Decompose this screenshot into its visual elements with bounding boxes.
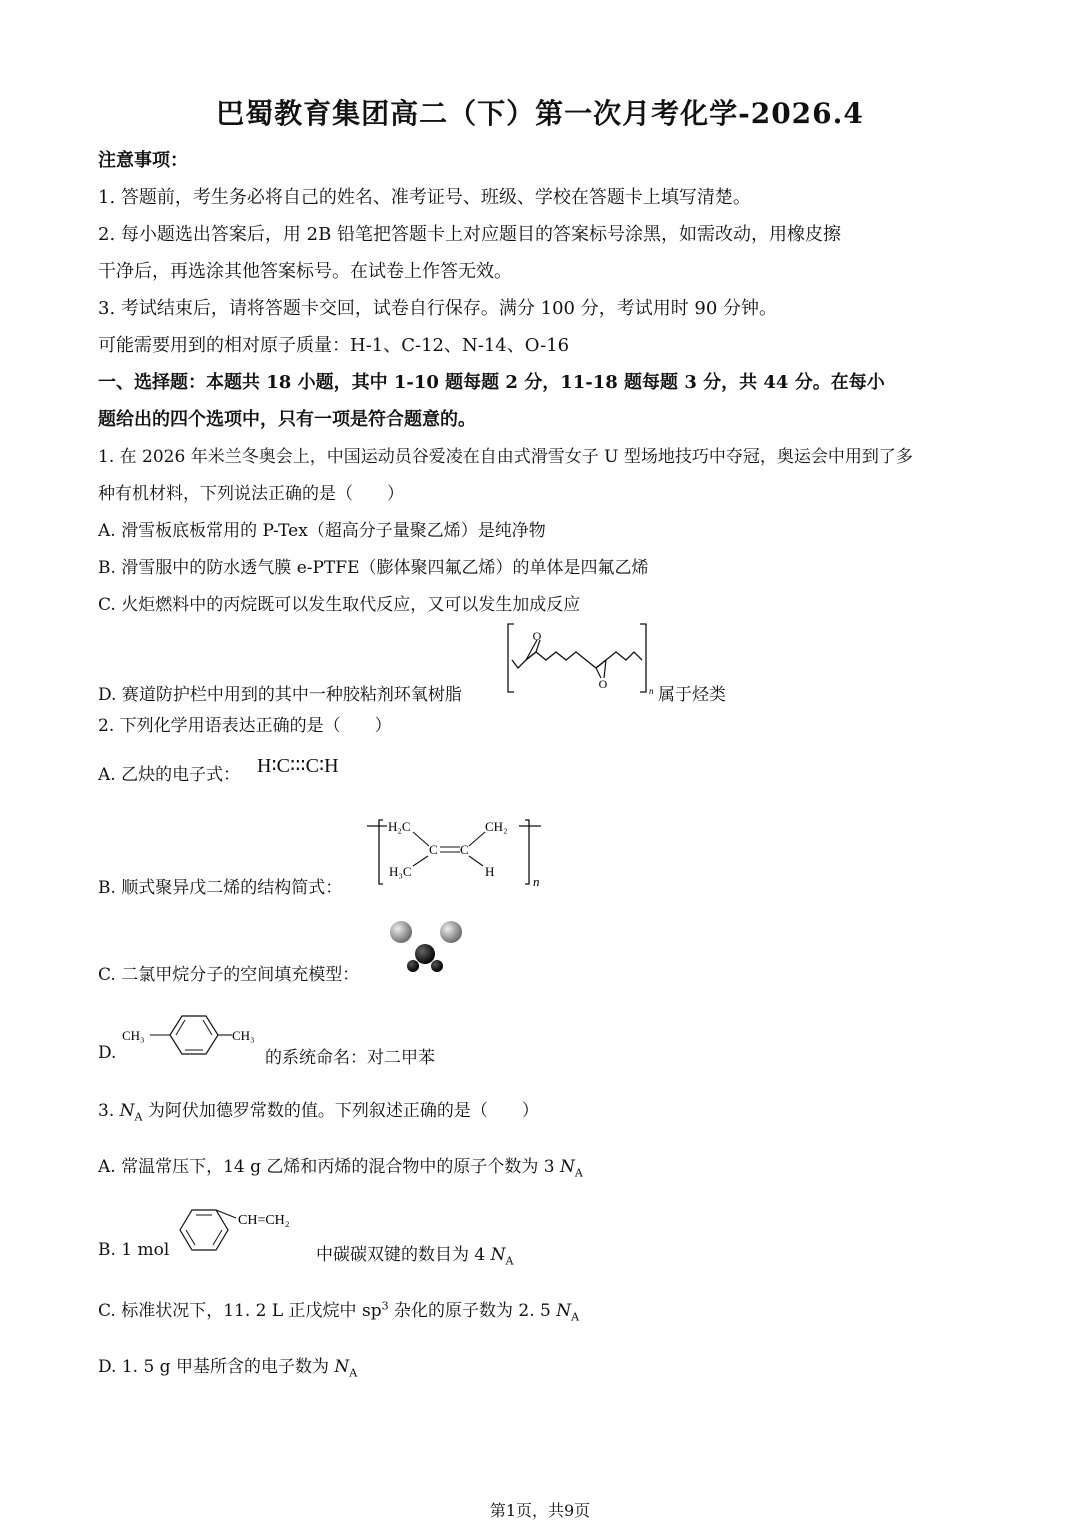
avogadro-symbol: N: [490, 1245, 506, 1265]
h-label: H: [485, 864, 495, 879]
avogadro-symbol: N: [560, 1157, 575, 1177]
q1-option-c: C. 火炬燃料中的丙烷既可以发生取代反应，又可以发生加成反应: [98, 595, 581, 615]
q3-option-b-text: 中碳碳双键的数目为 4: [316, 1245, 486, 1265]
avogadro-symbol: N: [334, 1357, 350, 1377]
notice-line-2a: 2. 每小题选出答案后，用 2B 铅笔把答题卡上对应题目的答案标号涂黑，如需改动，用橡皮擦: [98, 224, 842, 245]
epoxy-resin-structure: [500, 618, 660, 698]
q2-option-b-text: B. 顺式聚异戊二烯的结构简式：: [98, 878, 343, 898]
q3-option-a: [98, 1152, 583, 1179]
section-1-heading: 一、选择题：本题共 18 小题，其中 1-10 题每题 2 分，11-18 题每题 3 分，共 44 分。在每小: [98, 372, 885, 393]
q1-option-b: B. 滑雪服中的防水透气膜 e-PTFE（膨体聚四氟乙烯）的单体是四氟乙烯: [98, 558, 649, 578]
notice-heading: 注意事项：: [98, 150, 188, 171]
q2-stem: 2. 下列化学用语表达正确的是（ ）: [98, 716, 392, 736]
q1-stem-line-2: 种有机材料，下列说法正确的是（ ）: [98, 484, 404, 504]
styrene-structure: [172, 1204, 322, 1256]
page-title: 巴蜀教育集团高二（下）第一次月考化学-2026.4: [216, 97, 864, 130]
h2c-label: H₂C: [388, 819, 411, 834]
h3c-label: H₃C: [389, 864, 412, 879]
avogadro-subscript: A: [349, 1366, 358, 1380]
epoxy-oxygen-1: O: [532, 629, 542, 643]
q3-option-d-text: D. 1. 5 g 甲基所含的电子数为: [98, 1357, 329, 1377]
carbon-left: C: [429, 842, 438, 857]
page-footer: 第1页，共9页: [489, 1501, 591, 1520]
acetylene-electron-formula: H∶C∶∶∶C∶H: [257, 755, 339, 777]
q3-option-d: [98, 1352, 357, 1379]
q1-option-d-text: D. 赛道防护栏中用到的其中一种胶粘剂环氧树脂: [98, 685, 462, 705]
q2-option-d-suffix: 的系统命名：对二甲苯: [265, 1048, 435, 1068]
avogadro-subscript: A: [134, 1110, 143, 1124]
avogadro-symbol: N: [119, 1101, 135, 1121]
q1-stem-line-1: 1. 在 2026 年米兰冬奥会上，中国运动员谷爱凌在自由式滑雪女子 U 型场地技巧中夺冠，奥运会中用到了多: [98, 447, 913, 467]
q3-stem: [98, 1096, 539, 1123]
sp3-superscript: 3: [381, 1299, 389, 1313]
q2-option-d-label: D.: [98, 1043, 117, 1063]
epoxy-oxygen-2: O: [598, 677, 608, 691]
q3-stem-text: 为阿伏加德罗常数的值。下列叙述正确的是（ ）: [147, 1101, 539, 1121]
q3-option-c-text-1: C. 标准状况下，11. 2 L 正戊烷中 sp: [98, 1301, 382, 1321]
avogadro-subscript: A: [574, 1166, 583, 1180]
q3-option-c-text-2: 杂化的原子数为 2. 5: [393, 1301, 551, 1321]
q1-option-d-suffix: 属于烃类: [658, 685, 726, 705]
notice-line-3: 3. 考试结束后，请将答题卡交回，试卷自行保存。满分 100 分，考试用时 90 分钟。: [98, 298, 778, 319]
atomic-mass-line: 可能需要用到的相对原子质量：H-1、C-12、N-14、O-16: [98, 335, 570, 356]
q3-option-a-text: A. 常温常压下，14 g 乙烯和丙烯的混合物中的原子个数为 3: [98, 1157, 555, 1177]
avogadro-symbol: N: [556, 1301, 572, 1321]
ch2-label: CH₂: [485, 819, 508, 834]
vinyl-group: CH=CH₂: [238, 1213, 290, 1228]
notice-line-2b: 干净后，再选涂其他答案标号。在试卷上作答无效。: [98, 261, 512, 282]
q3-option-b: [316, 1240, 513, 1267]
notice-line-1: 1. 答题前，考生务必将自己的姓名、准考证号、班级、学校在答题卡上填写清楚。: [98, 187, 751, 208]
q2-option-a-text: A. 乙炔的电子式：: [98, 765, 241, 785]
q3-option-b-label: B. 1 mol: [98, 1240, 170, 1260]
polymer-n: n: [533, 874, 540, 889]
p-xylene-structure: [120, 1012, 270, 1062]
methyl-right: CH₃: [232, 1028, 255, 1043]
cis-polyisoprene-structure: [365, 812, 555, 892]
q1-option-a: A. 滑雪板底板常用的 P-Tex（超高分子量聚乙烯）是纯净物: [98, 521, 546, 541]
q3-option-c: [98, 1296, 579, 1323]
dichloromethane-model: [385, 918, 465, 978]
section-1-heading-cont: 题给出的四个选项中，只有一项是符合题意的。: [98, 409, 476, 430]
epoxy-subscript: n: [649, 686, 654, 696]
q2-option-c-text: C. 二氯甲烷分子的空间填充模型：: [98, 965, 360, 985]
methyl-left: CH₃: [122, 1028, 145, 1043]
q3-number: 3.: [98, 1101, 115, 1121]
avogadro-subscript: A: [571, 1310, 580, 1324]
carbon-right: C: [460, 842, 469, 857]
avogadro-subscript: A: [505, 1254, 514, 1268]
